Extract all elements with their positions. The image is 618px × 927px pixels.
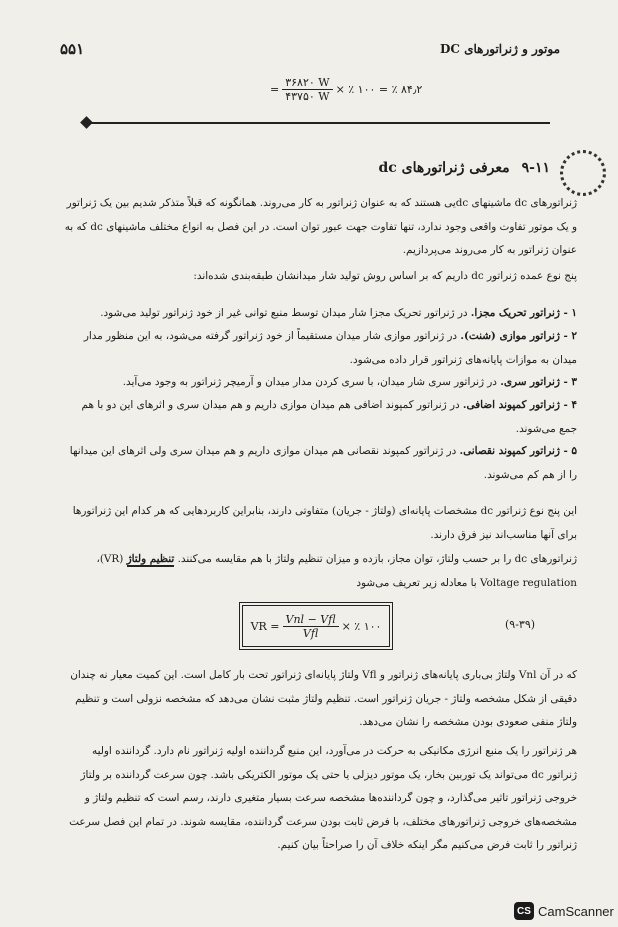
list-item-lead: ۴ - ژنراتور کمپوند اضافی. — [462, 399, 577, 411]
section-number: ۹-۱۱ — [521, 160, 550, 176]
list-item-lead: ۵ - ژنراتور کمپوند نقصانی. — [459, 445, 577, 457]
list-item-text: در ژنراتور کمپوند اضافی هم میدان موازی داریم و هم میدان سری و اثرهای این دو با هم جمع می‌شوند. — [81, 399, 577, 435]
list-item-text: در ژنراتور موازی شار میدان مستقیماً از خود ژنراتور گرفته می‌شود، به این منظور مدار میدان به موازات پایانه‌های ژنراتور قرار داده می‌شود. — [83, 330, 577, 366]
prime-mover-paragraph: هر ژنراتور را یک منبع انرژی مکانیکی به حرکت در می‌آورد، این منبع گرداننده اولیه ژنراتور نام دارد. گرداننده اولیه ژنراتور dc می‌تواند یک توربین بخار، یک موتور دیزلی یا حتی یک موتور الکتریکی باشد. چون سرعت گرداننده بر ولتاژ خروجی ژنراتور تاثیر می‌گذارد، و چون گرداننده‌ها مشخصه سرعت بسیار متغیری دارند، رسم است که تنظیم ولتاژ و مشخصه‌های خروجی ژنراتورهای مختلف، با فرض ثابت بودن سرعت گرداننده، مقایسه شوند. در تمام این فصل سرعت ژنراتور را ثابت فرض می‌کنیم مگر اینکه خلاف آن را صراحتاً بیان کنیم. — [69, 745, 577, 851]
formula-numerator: Vnl − Vfl — [283, 613, 339, 627]
formula-fraction — [283, 613, 339, 640]
section-divider — [80, 115, 550, 131]
page-header — [60, 38, 560, 60]
list-item — [62, 371, 577, 395]
list-item — [62, 394, 577, 441]
types-intro: پنج نوع عمده ژنراتور dc داریم که بر اساس روش تولید شار میدانشان طبقه‌بندی شده‌اند: — [193, 270, 577, 282]
section-heading — [300, 160, 550, 184]
formula-denominator: Vfl — [302, 626, 319, 640]
vr-text-before: ژنراتورهای dc را بر حسب ولتاژ، توان مجاز، بازده و میزان تنظیم ولتاژ با هم مقایسه می‌کنند. — [174, 553, 577, 565]
list-item-text: در ژنراتور کمپوند نقصانی هم میدان موازی داریم و هم میدان سری ولی اثرهای این میدانها را از هم کم می‌شوند. — [69, 445, 577, 481]
vr-text-after: (VR)، Voltage regulation با معادله زیر تعریف می‌شود — [96, 553, 577, 589]
vr-definition-paragraph — [62, 548, 577, 595]
diamond-icon — [80, 116, 93, 129]
eq-denominator: ۴۳۷۵۰ W — [285, 89, 330, 103]
vr-formula — [242, 605, 390, 647]
formula-lhs: VR = — [250, 619, 280, 633]
list-item — [62, 440, 577, 487]
eq-prefix: = — [270, 82, 280, 96]
list-item-lead: ۳ - ژنراتور سری. — [500, 376, 577, 388]
section-ornament-icon — [560, 150, 606, 196]
list-item-lead: ۲ - ژنراتور موازی (شنت). — [460, 330, 577, 342]
divider-line — [90, 122, 550, 124]
page-number: ۵۵۱ — [60, 40, 85, 58]
vr-explanation-paragraph: که در آن Vnl ولتاژ بی‌باری پایانه‌های ژنراتور و Vfl ولتاژ پایانه‌ای ژنراتور تحت بار کامل است. این کمیت معیار نه چندان دقیقی از شکل مشخصه ولتاژ - جریان ژنراتور است. تنظیم ولتاژ مثبت نشان می‌دهد که مشخصه نزولی است و تنظیم ولتاژ منفی صعودی بودن مشخصه را نشان می‌دهد. — [70, 669, 577, 728]
eq-numerator: ۳۶۸۲۰ W — [282, 76, 332, 90]
equation-number: (۹-۳۹) — [505, 618, 536, 631]
list-item-text: در ژنراتور تحریک مجزا شار میدان توسط منبع توانی غیر از خود ژنراتور تولید می‌شود. — [100, 307, 471, 319]
efficiency-equation — [270, 72, 470, 106]
running-title: موتور و ژنراتورهای DC — [439, 42, 560, 56]
formula-rhs: × ٪ ۱۰۰ — [341, 619, 382, 633]
watermark-text: CamScanner — [538, 903, 614, 919]
eq-suffix: × ٪ ۱۰۰ = ٪ ۸۴٫۲ — [335, 82, 423, 96]
vr-term: تنظیم ولتاژ — [126, 553, 175, 565]
eq-fraction — [282, 76, 332, 103]
list-item-text: در ژنراتور سری شار میدان، با سری کردن مدار میدان و آرمیچر ژنراتور به وجود می‌آید. — [122, 376, 501, 388]
list-item — [62, 325, 577, 372]
list-item — [62, 302, 577, 326]
camscanner-watermark — [514, 900, 614, 922]
list-item-lead: ۱ - ژنراتور تحریک مجزا. — [470, 307, 577, 319]
intro-paragraph: ژنراتورهای dc ماشینهای dcیی هستند که به عنوان ژنراتور به کار می‌روند. همانگونه که قبلاً متذکر شدیم بین یک ژنراتور و یک موتور تفاوت واقعی وجود ندارد، تنها تفاوت جهت عبور توان است. در این فصل به انواع مختلف ماشینهای dc که به عنوان ژنراتور به کار می‌روند می‌پردازیم. — [64, 197, 577, 256]
types-summary-paragraph: این پنج نوع ژنراتور dc مشخصات پایانه‌ای (ولتاژ - جریان) متفاوتی دارند، بنابراین کاربردهایی که هر کدام این ژنراتورها برای آنها مناسب‌اند نیز فرق دارند. — [72, 505, 577, 541]
camscanner-logo-icon: CS — [514, 902, 534, 920]
section-title: معرفی ژنراتورهای dc — [378, 160, 510, 176]
